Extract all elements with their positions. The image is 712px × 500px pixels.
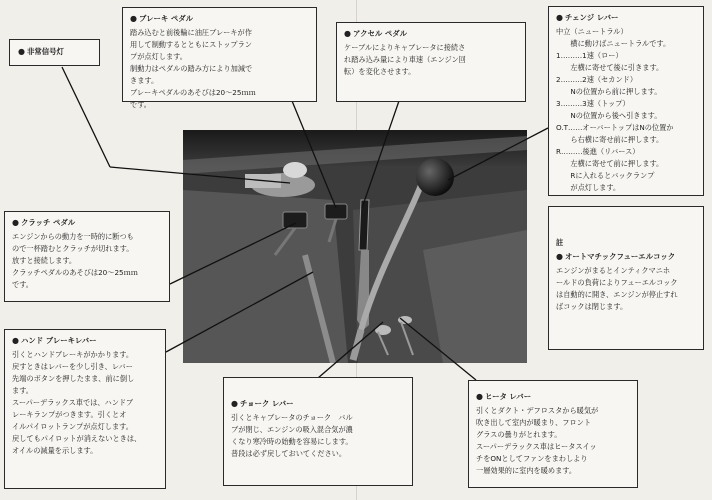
change-lever-line: Rに入れるとバックランプ	[556, 171, 655, 180]
accelerator-pedal	[359, 200, 369, 250]
fuel-cock-callout	[548, 206, 704, 350]
change-lever-line: R………後進（リバース）	[556, 147, 640, 156]
brake-pedal-pad	[325, 204, 347, 219]
change-lever-line: 左横に寄せて後に引きます。	[556, 63, 664, 72]
change-lever-line: O.T……オーバートップはNの位置か	[556, 123, 674, 132]
choke-lever-text: 引くとキャブレータのチョーク バル ブが閉じ、エンジンの吸入混合気が濃 くなり寒冷時の始動を容易にします。 普段は必ず戻しておいてください。	[231, 413, 353, 458]
hand-brake-callout	[4, 329, 166, 489]
choke-lever-title: チョーク レバー	[239, 399, 294, 408]
hand-brake-text: 引くとハンドブレーキがかかります。 戻すときはレバーを少し引き、レバー 先端のボタンを押したまま、前に倒し ます。 スーパーデラックス車では、ハンドブ レーキランプがつきます。引くとオ イルパイロットランプが点灯します。 戻してもパイロットが消えないときは、 オイルの減量を示します。	[12, 350, 142, 455]
choke-knob	[375, 325, 391, 335]
clutch-pedal-callout	[4, 211, 170, 302]
bullet-icon: ●	[12, 336, 19, 345]
change-lever-line: 中立（ニュートラル）	[556, 27, 628, 36]
change-lever-line: Nの位置から後へ引きます。	[556, 111, 662, 120]
warning-light-callout	[9, 39, 100, 66]
change-lever-line: が点灯します。	[556, 183, 621, 192]
interior-photo	[183, 130, 527, 363]
bullet-icon: ●	[556, 252, 563, 261]
change-lever-line: 2………2速（セカンド）	[556, 75, 638, 84]
brake-pedal-callout	[122, 7, 317, 109]
hand-brake-title: ハンド ブレーキレバー	[20, 336, 97, 345]
change-lever-line: 左横に寄せて前に押します。	[556, 159, 664, 168]
accelerator-pedal-text: ケーブルによりキャブレータに接続さ れ踏み込み量により車速（エンジン回 転）を変化させます。	[344, 43, 466, 76]
brake-pedal-title: ブレーキ ペダル	[138, 14, 193, 23]
heater-lever-title: ヒータ レバー	[484, 392, 532, 401]
accelerator-pedal-title: アクセル ペダル	[352, 29, 408, 38]
heater-lever-callout	[468, 380, 638, 488]
change-lever-line: 3………3速（トップ）	[556, 99, 630, 108]
note-label: 註	[556, 238, 564, 247]
change-lever-line: 1………1速（ロー）	[556, 51, 623, 60]
accelerator-pedal-callout	[336, 22, 526, 102]
change-lever-title: チェンジ レバー	[564, 13, 619, 22]
change-lever-line: ら右横に寄せ前に押します。	[556, 135, 664, 144]
heater-lever-text: 引くとダクト・デフロスタから暖気が 吹き出して室内が暖まり、フロント グラスの曇りがとれます。 スーパーデラックス車はヒータスイッ チをONとしてファンをまわしより 一層効果的に室内を暖めます。	[476, 406, 599, 475]
bullet-icon: ●	[130, 14, 137, 23]
bullet-icon: ●	[476, 392, 483, 401]
change-lever-callout	[548, 6, 704, 196]
change-lever-line: Nの位置から前に押します。	[556, 87, 662, 96]
clutch-pedal-text: エンジンからの動力を一時的に断つも ので一杯踏むとクラッチが切れます。 放すと接続します。 クラッチペダルのあそびは20～25ｍｍ です。	[12, 232, 138, 289]
bullet-icon: ●	[12, 218, 19, 227]
bullet-icon: ●	[18, 47, 25, 56]
fuel-cock-title: オートマチックフューエルコック	[564, 252, 676, 261]
brake-pedal-text: 踏み込むと前後輪に油圧ブレーキが作 用して制動するとともにストップラン プが点灯します。 制動力はペダルの踏み方により加減で きます。 ブレーキペダルのあそびは20～25ｍｍ です。	[130, 28, 256, 109]
warning-light-title: 非常信号灯	[26, 47, 64, 56]
washer-bottle	[245, 174, 281, 188]
cabin-illustration	[183, 130, 527, 363]
bullet-icon: ●	[344, 29, 351, 38]
change-lever-line: 横に動けばニュートラルです。	[556, 39, 671, 48]
choke-lever-callout	[223, 377, 413, 486]
bullet-icon: ●	[556, 13, 563, 22]
fuel-cock-text: エンジンがまるとインティクマニホ ールドの負荷によりフューエルコック は自動的に開き、エンジンが停止すれ ばコックは閉じます。	[556, 266, 678, 311]
heater-knob	[398, 316, 412, 324]
shift-knob	[416, 158, 454, 196]
clutch-pedal-title: クラッチ ペダル	[20, 218, 76, 227]
bullet-icon: ●	[231, 399, 238, 408]
clutch-pedal-pad	[283, 212, 307, 228]
